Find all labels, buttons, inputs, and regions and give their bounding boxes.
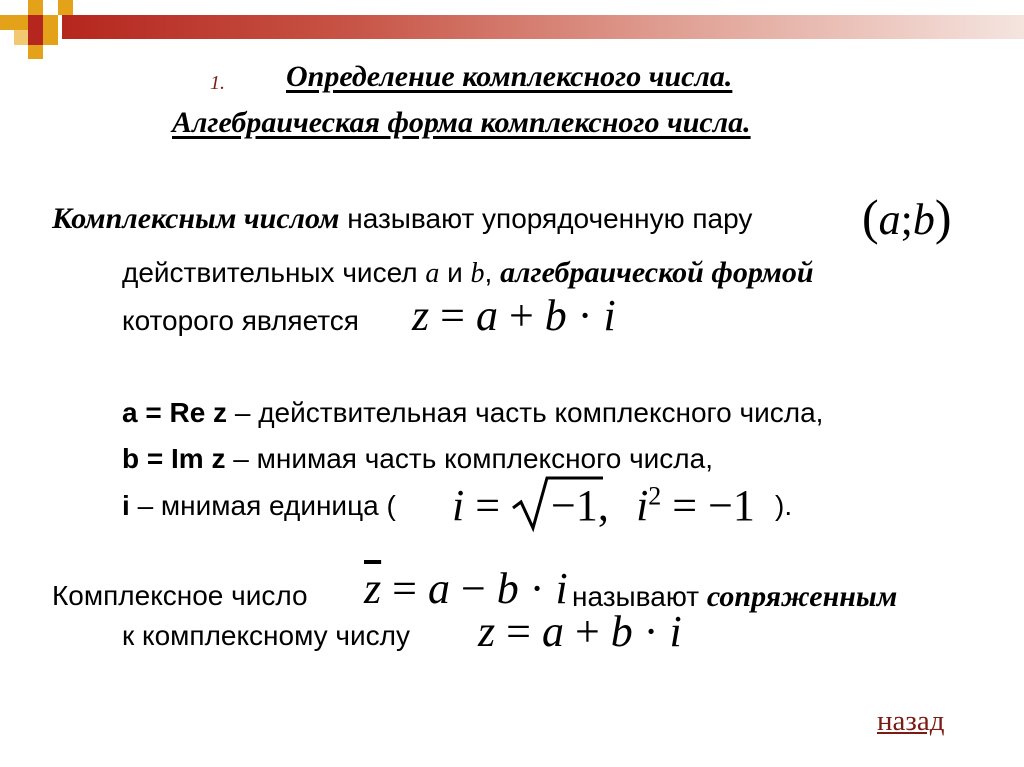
- im-text: – мнимая часть комплексного числа,: [233, 443, 713, 474]
- and-word: и: [447, 257, 463, 288]
- conjugate-term: сопряженным: [706, 580, 898, 613]
- im-line: [122, 443, 713, 475]
- definition-text-2: действительных чисел: [122, 257, 418, 288]
- i-label: i: [122, 490, 130, 521]
- pair-formula: (a;b): [862, 189, 952, 245]
- back-link[interactable]: назад: [877, 705, 945, 737]
- definition-line-2: действительных чисел a и b, алгебраической формой: [122, 256, 814, 289]
- conjugate-formula: $\overline{z} = a - b \cdot i$: [364, 564, 568, 613]
- algebraic-form-formula: z = a + b · i: [412, 291, 616, 340]
- conjugate-text-2: называют: [572, 581, 700, 612]
- conjugate-text-3: к комплексному числу: [122, 620, 410, 651]
- i-line: [122, 490, 396, 522]
- imaginary-unit-formula: i = −1, $i^2 = -1$: [452, 474, 755, 532]
- sqrt-icon: [511, 474, 609, 532]
- svg-text:−1,: −1,: [551, 481, 609, 530]
- var-a: a: [425, 258, 440, 289]
- conjugate-text-1: Комплексное число: [52, 580, 308, 611]
- definition-line-3: [122, 305, 359, 337]
- conjugate-line-1: [52, 580, 308, 612]
- closing-bracket: ).: [775, 490, 793, 521]
- title-line-2: Алгебраическая форма комплексного числа.: [172, 106, 751, 139]
- conjugate-line-2: [122, 620, 410, 652]
- definition-text-3: которого является: [122, 305, 359, 336]
- header-gradient-bar: [62, 15, 1024, 39]
- title-line-1: Определение комплексного числа.: [286, 60, 733, 93]
- var-b: b: [470, 258, 485, 289]
- re-label: a = Re z: [122, 397, 228, 428]
- original-number-formula: z = a + b · i: [478, 607, 682, 656]
- definition-line-1: [52, 202, 752, 236]
- re-line: [122, 397, 823, 429]
- definition-term-2: алгебраической формой: [500, 256, 814, 289]
- im-label: b = Im z: [122, 443, 226, 474]
- definition-text-1: называют упорядоченную пару: [347, 203, 753, 234]
- definition-term: Комплексным числом: [52, 202, 340, 235]
- i-text: – мнимая единица (: [137, 490, 396, 521]
- section-number: 1.: [210, 72, 225, 94]
- re-text: – действительная часть комплексного числа,: [234, 397, 824, 428]
